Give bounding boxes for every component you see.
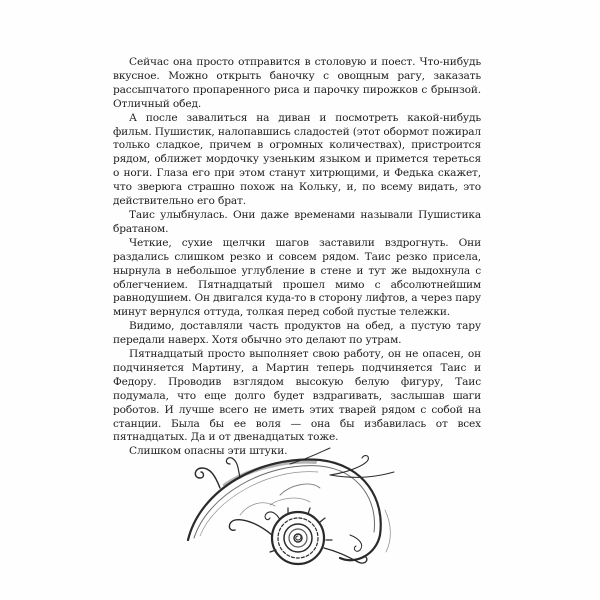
paragraph: А после завалиться на диван и посмотреть какой-нибудь фильм. Пушистик, налопавшись сладостей (этот обормот пожирал только сладкое, причем в огромных количествах), пристроится рядом, оближет мордочку узеньким языком и примется тереться о ноги. Глаза его при этом станут хитрющими, и Федька скажет, что зверюга страшно похож на Кольку, и, по всему видать, это действительно его брат.	[113, 111, 481, 208]
body-text	[113, 56, 481, 459]
paragraph: Таис улыбнулась. Они даже временами называли Пушистика братаном.	[113, 208, 481, 235]
paragraph: Пятнадцатый просто выполняет свою работу, он не опасен, он подчиняется Мартину, а Мартин теперь подчиняется Таис и Федору. Проводив взглядом высокую белую фигуру, Таис подумала, что еще долго будет вздрагивать, заслышав шаги роботов. И лучше всего не иметь этих тварей рядом с собой на станции. Была бы ее воля — она бы избавилась от всех пятнадцатых. Да и от двенадцатых тоже.	[113, 348, 481, 444]
paragraph: Слишком опасны эти штуки.	[129, 445, 288, 458]
paragraph: Видимо, доставляли часть продуктов на обед, а пустую тару передали наверх. Хотя обычно это делают по утрам.	[113, 320, 481, 347]
paragraph: Четкие, сухие щелчки шагов заставили вздрогнуть. Они раздались слишком резко и совсем рядом. Таис резко присела, нырнула в небольшое углубление в стене и тут же выдохнула с облегчением. Пятнадцатый прошел мимо с абсолютнейшим равнодушием. Он двигался куда-то в сторону лифтов, а через пару минут вернулся оттуда, толкая перед собой пустые тележки.	[113, 236, 481, 319]
swirl-ornament-icon	[180, 440, 420, 580]
paragraph: Сейчас она просто отправится в столовую и поест. Что-нибудь вкусное. Можно открыть баночку с овощным рагу, заказать рассыпчатого пропаренного риса и парочку пирожков с брынзой. Отличный обед.	[113, 56, 481, 110]
